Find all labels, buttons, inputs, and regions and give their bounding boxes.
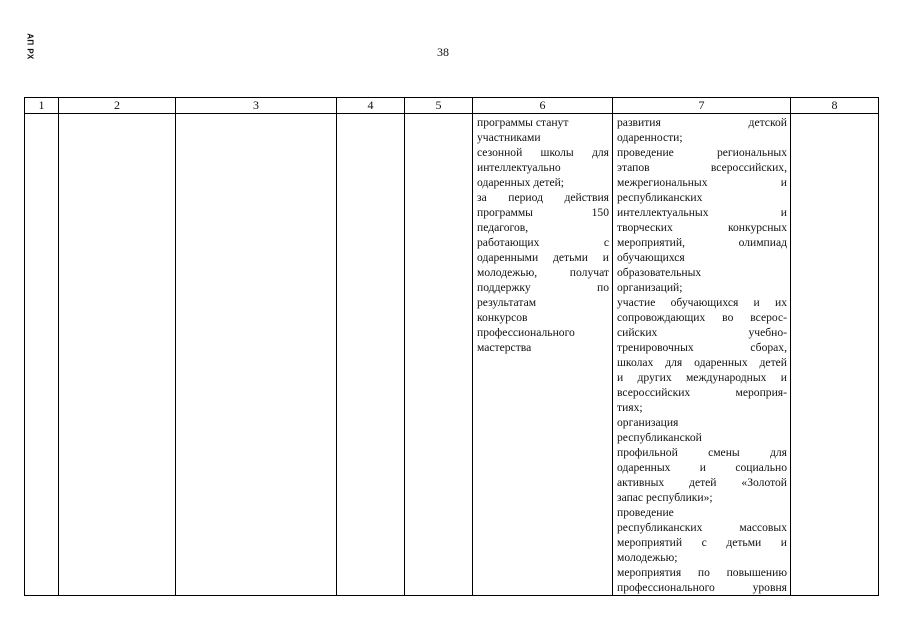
expected-results-text [473, 114, 612, 355]
text-line: профильной смены для [617, 446, 787, 459]
text-line: обучающихся [617, 251, 685, 264]
text-line: за период действия [477, 191, 609, 204]
text-line: организаций; [617, 281, 683, 294]
text-line: одаренности; [617, 131, 683, 144]
text-line: программы станут [477, 116, 569, 129]
text-line: молодежью; [617, 551, 678, 564]
text-line: интеллектуальных и [617, 206, 787, 219]
text-line: школах для одаренных детей [617, 356, 787, 369]
text-line: тренировочных сборах, [617, 341, 787, 354]
text-line: образовательных [617, 266, 702, 279]
text-line: программы 150 [477, 206, 609, 219]
text-line: педагогов, [477, 221, 529, 234]
text-line: одаренных детей; [477, 176, 565, 189]
text-line: одаренными детьми и [477, 251, 609, 264]
table-cell-col2 [59, 114, 176, 596]
table-cell-col6 [473, 114, 613, 596]
text-line: мастерства [477, 341, 532, 354]
text-line: профессионального [477, 326, 575, 339]
text-line: развития детской [617, 116, 787, 129]
table-cell-col7 [613, 114, 791, 596]
column-header: 8 [791, 98, 879, 114]
text-line: молодежью, получат [477, 266, 609, 279]
text-line: запас республики»; [617, 491, 713, 504]
text-line: организация [617, 416, 679, 429]
text-line: активных детей «Золотой [617, 476, 787, 489]
text-line: интеллектуально [477, 161, 561, 174]
column-header: 5 [405, 98, 473, 114]
text-line: мероприятия по повышению [617, 566, 787, 579]
text-line: поддержку по [477, 281, 609, 294]
header-row [25, 98, 879, 114]
activities-text [613, 114, 790, 595]
text-line: проведение региональных [617, 146, 787, 159]
text-line: участниками [477, 131, 541, 144]
text-line: республиканских [617, 191, 703, 204]
text-line: мероприятий, олимпиад [617, 236, 787, 249]
text-line: профессионального уровня [617, 581, 787, 594]
table-cell-col5 [405, 114, 473, 596]
column-header: 4 [337, 98, 405, 114]
table-cell-col3 [176, 114, 337, 596]
text-line: мероприятий с детьми и [617, 536, 787, 549]
archive-stamp-text: АП РХ [25, 33, 35, 60]
text-line: республиканских массовых [617, 521, 787, 534]
text-line: творческих конкурсных [617, 221, 787, 234]
text-line: этапов всероссийских, [617, 161, 787, 174]
column-header: 6 [473, 98, 613, 114]
text-line: сийских учебно- [617, 326, 787, 339]
text-line: работающих с [477, 236, 609, 249]
text-line: конкурсов [477, 311, 528, 324]
text-line: одаренных и социально [617, 461, 787, 474]
column-header: 7 [613, 98, 791, 114]
document-table [24, 97, 879, 596]
text-line: участие обучающихся и их [617, 296, 787, 309]
table-row [25, 114, 879, 596]
archive-stamp [20, 30, 40, 70]
text-line: и других международных и [617, 371, 787, 384]
text-line: сопровождающих во всерос- [617, 311, 787, 324]
text-line: проведение [617, 506, 674, 519]
text-line: межрегиональных и [617, 176, 787, 189]
table-cell-col4 [337, 114, 405, 596]
table-cell-col1 [25, 114, 59, 596]
text-line: результатам [477, 296, 537, 309]
page-number: 38 [437, 45, 449, 59]
table-cell-col8 [791, 114, 879, 596]
text-line: всероссийских мероприя- [617, 386, 787, 399]
column-header: 3 [176, 98, 337, 114]
text-line: тиях; [617, 401, 643, 414]
column-header: 1 [25, 98, 59, 114]
column-header: 2 [59, 98, 176, 114]
text-line: республиканской [617, 431, 702, 444]
text-line: сезонной школы для [477, 146, 609, 159]
